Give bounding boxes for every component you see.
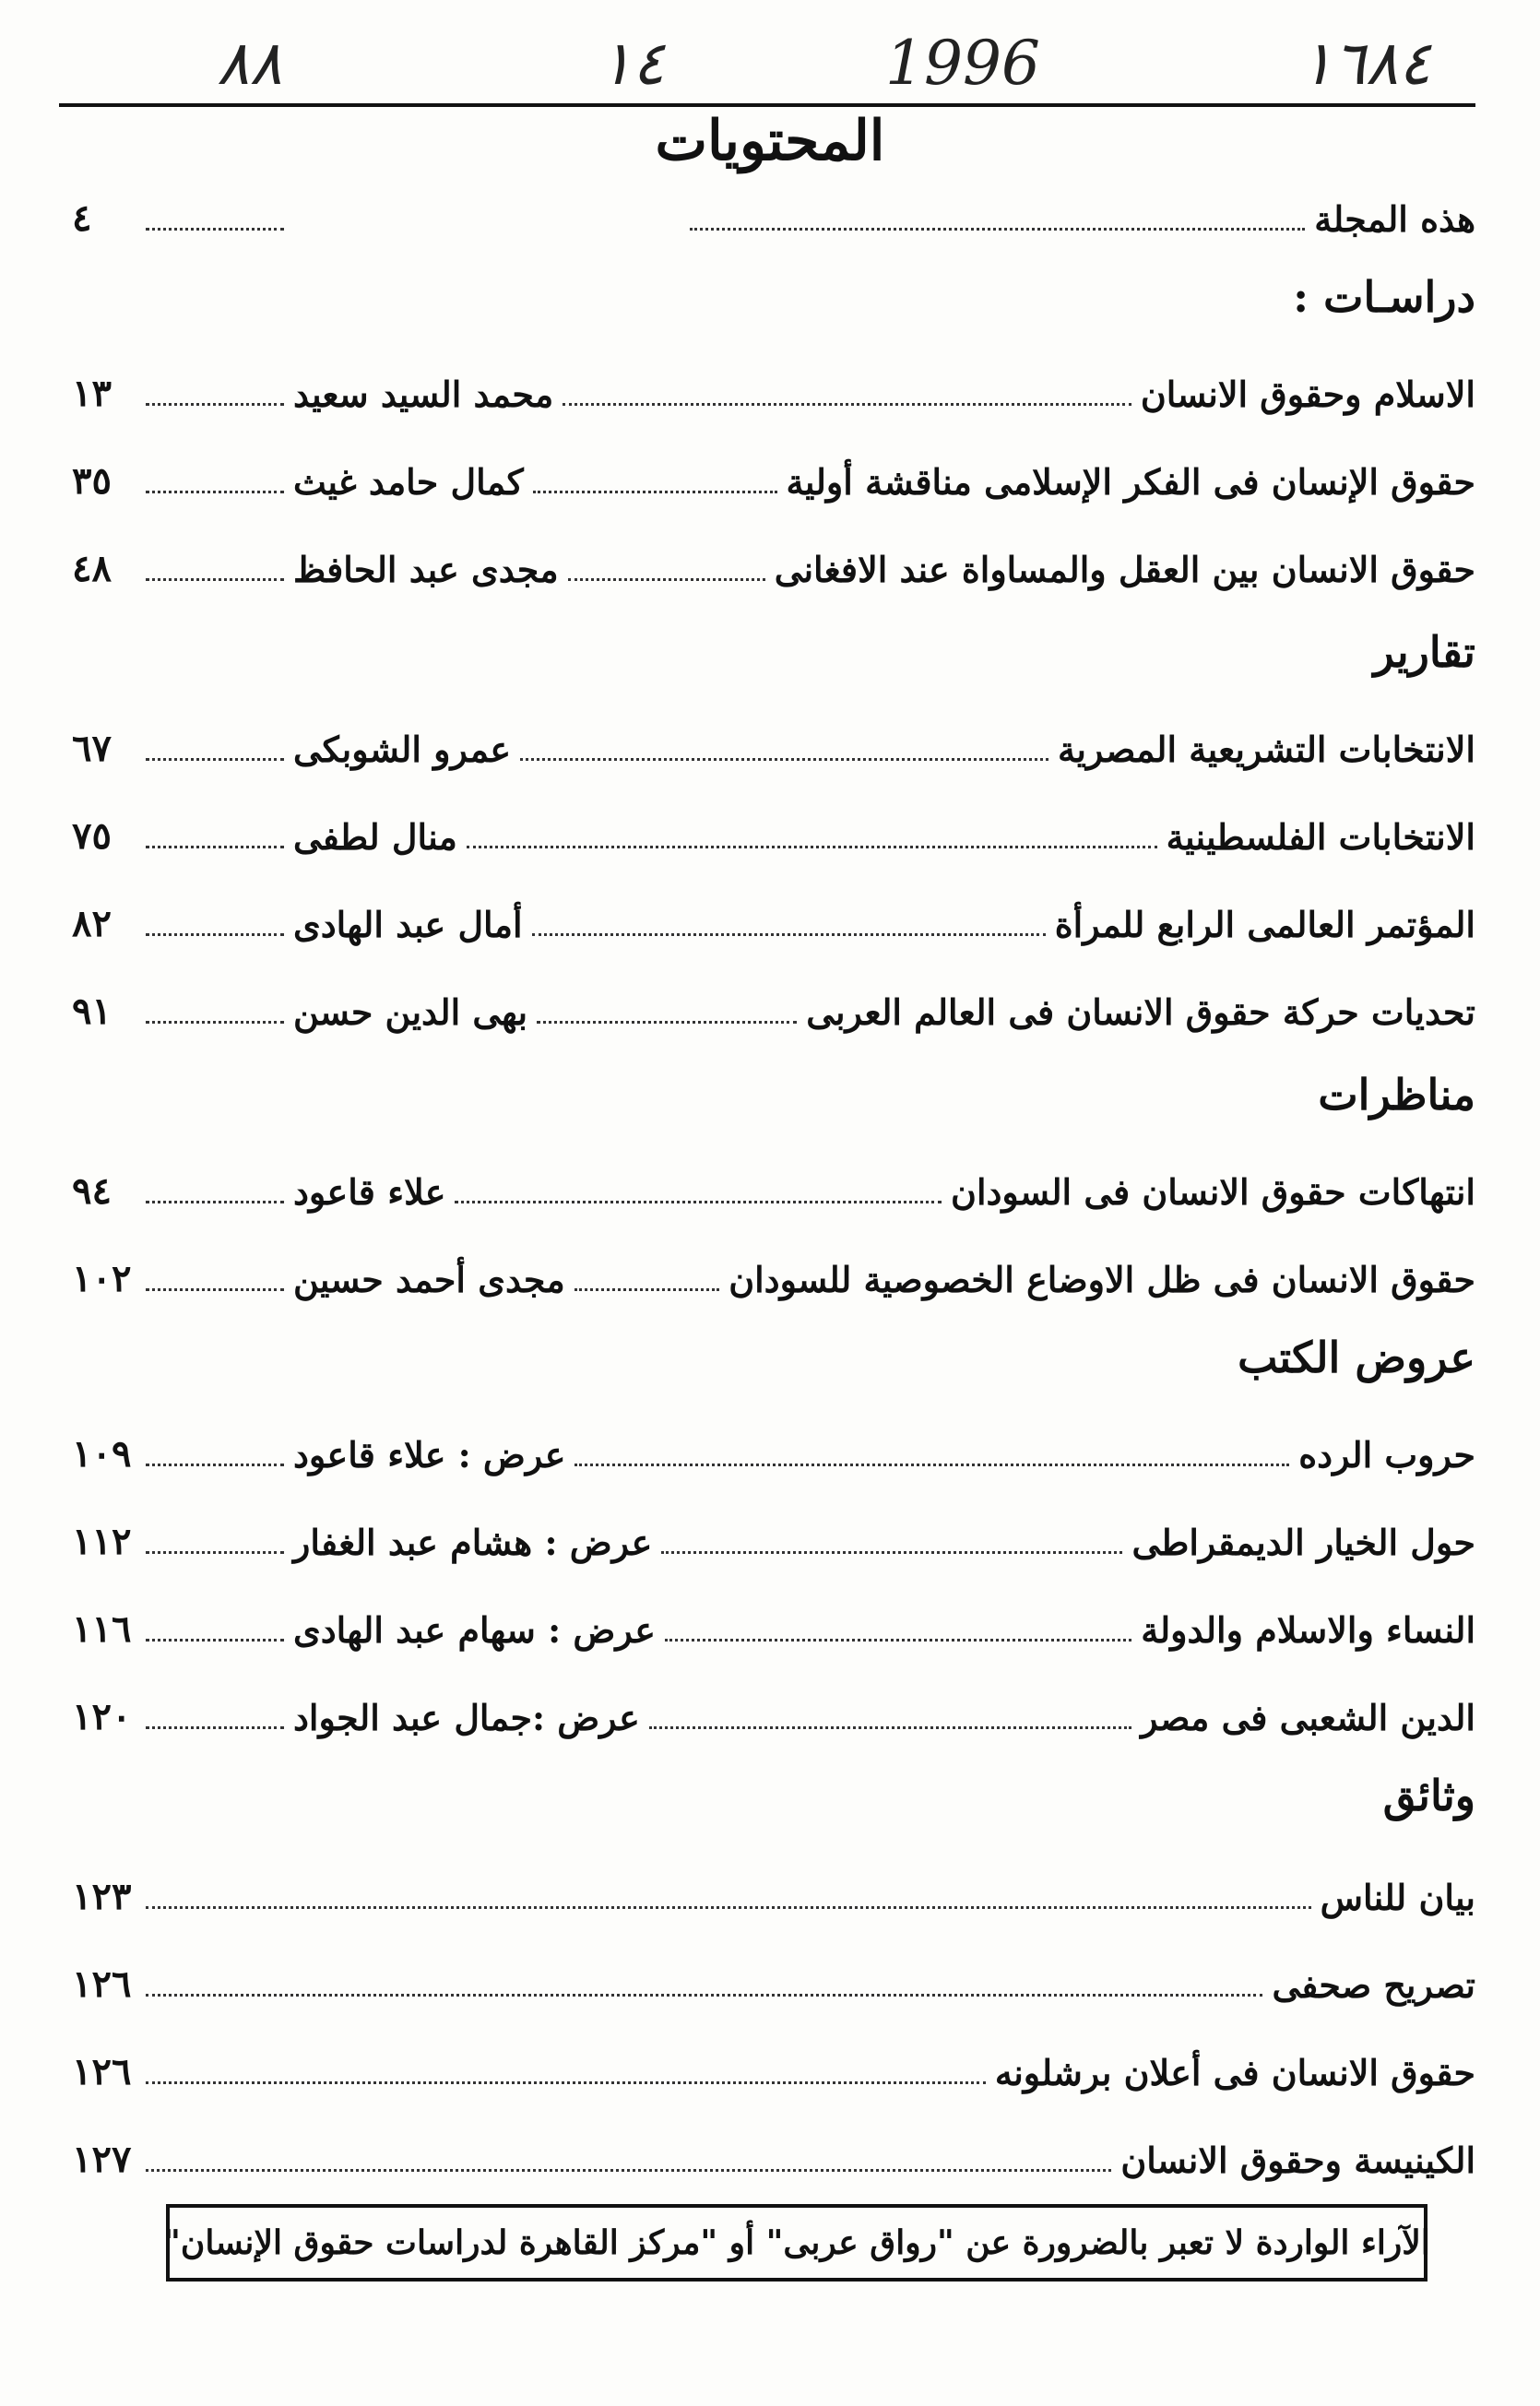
dot-leader (649, 1726, 1131, 1729)
toc-entry[interactable] (72, 350, 1475, 415)
entry-author: عرض : سهام عبد الهادى (293, 1609, 656, 1651)
entry-page: ١٠٢ (72, 1257, 132, 1300)
entry-title: الكينيسة وحقوق الانسان (1120, 2139, 1475, 2181)
dot-leader (146, 846, 284, 848)
dot-leader (146, 228, 284, 231)
dot-leader (146, 1906, 1311, 1909)
handwritten-number-center-left: ١٤ (599, 28, 665, 99)
entry-author: عرض :جمال عبد الجواد (293, 1697, 640, 1738)
entry-title: الدين الشعبى فى مصر (1141, 1697, 1475, 1738)
entry-page: ٤ (72, 196, 92, 240)
header-rule (59, 103, 1475, 107)
page-title: المحتويات (655, 109, 885, 173)
dot-leader (467, 846, 1157, 848)
entry-page: ٩٤ (72, 1169, 112, 1213)
dot-leader (146, 2081, 986, 2084)
dot-leader (690, 228, 1305, 231)
toc-entry[interactable] (72, 1854, 1475, 1918)
toc-entry[interactable] (72, 1674, 1475, 1738)
dot-leader (455, 1201, 942, 1203)
toc-entry[interactable] (72, 705, 1475, 770)
dot-leader (563, 403, 1131, 406)
entry-author: علاء قاعود (293, 1171, 446, 1213)
section-heading-reports: تقارير (1373, 627, 1475, 677)
section-heading-debates: مناظرات (1318, 1070, 1475, 1120)
toc-entry[interactable] (72, 968, 1475, 1033)
entry-author: محمد السيد سعيد (293, 373, 554, 415)
dot-leader (575, 1288, 719, 1291)
entry-page: ٨٢ (72, 902, 112, 945)
entry-title: حقوق الإنسان فى الفكر الإسلامى مناقشة أولية (786, 461, 1475, 503)
dot-leader (146, 1994, 1262, 1997)
entry-page: ٧٥ (72, 814, 112, 858)
dot-leader (146, 578, 284, 581)
disclaimer-box (163, 2204, 1430, 2282)
entry-title: تصريح صحفى (1272, 1964, 1475, 2006)
dot-leader (532, 933, 1046, 936)
entry-page: ١٢٦ (72, 1962, 132, 2006)
dot-leader (575, 1464, 1289, 1466)
dot-leader (146, 1464, 284, 1466)
dot-leader (568, 578, 765, 581)
entry-author: عمرو الشوبكى (293, 729, 512, 770)
entry-page: ١١٦ (72, 1607, 132, 1651)
toc-entry[interactable] (72, 1411, 1475, 1476)
entry-author: مجدى أحمد حسين (293, 1259, 565, 1300)
toc-entry[interactable] (72, 793, 1475, 858)
dot-leader (665, 1639, 1131, 1642)
dot-leader (146, 491, 284, 493)
toc-entry[interactable] (72, 1499, 1475, 1563)
entry-author: عرض : علاء قاعود (293, 1434, 566, 1476)
entry-page: ٦٧ (72, 727, 112, 770)
entry-author: مجدى عبد الحافظ (293, 549, 559, 590)
disclaimer-text: الآراء الواردة لا تعبر بالضرورة عن "رواق عربى" أو "مركز القاهرة لدراسات حقوق الإنسان" (163, 2223, 1430, 2262)
dot-leader (146, 1551, 284, 1554)
handwritten-year: 1996 (885, 28, 1040, 99)
section-heading-documents: وثائق (1382, 1771, 1475, 1820)
toc-entry[interactable] (72, 438, 1475, 503)
entry-title: حقوق الانسان فى أعلان برشلونه (994, 2052, 1475, 2093)
entry-title: انتهاكات حقوق الانسان فى السودان (951, 1171, 1475, 1213)
entry-page: ١٠٩ (72, 1432, 132, 1476)
entry-page: ١١٢ (72, 1520, 132, 1563)
entry-title: حقوق الانسان بين العقل والمساواة عند الافغانى (774, 549, 1475, 590)
toc-entry[interactable] (72, 1236, 1475, 1300)
dot-leader (146, 1021, 284, 1024)
entry-author: أمال عبد الهادى (293, 904, 523, 945)
toc-entry[interactable] (72, 2029, 1475, 2093)
entry-author: كمال حامد غيث (293, 461, 524, 503)
toc-entry[interactable] (72, 1941, 1475, 2006)
dot-leader (533, 491, 777, 493)
entry-page: ٤٨ (72, 547, 112, 590)
entry-page: ١٢٧ (72, 2138, 132, 2181)
entry-title: النساء والاسلام والدولة (1141, 1609, 1475, 1651)
entry-title: الانتخابات الفلسطينية (1166, 816, 1475, 858)
entry-page: ٩١ (72, 990, 112, 1033)
dot-leader (520, 758, 1048, 761)
entry-author: عرض : هشام عبد الغفار (293, 1522, 653, 1563)
entry-page: ١٢٠ (72, 1695, 132, 1738)
dot-leader (146, 2169, 1111, 2172)
entry-title: المؤتمر العالمى الرابع للمرأة (1054, 904, 1475, 945)
entry-title: حقوق الانسان فى ظل الاوضاع الخصوصية للسودان (729, 1259, 1475, 1300)
toc-entry-editorial[interactable] (72, 175, 1475, 240)
section-heading-studies: دراسـات : (1293, 272, 1475, 322)
dot-leader (146, 403, 284, 406)
toc-entry[interactable] (72, 2116, 1475, 2181)
entry-author: بهى الدين حسن (293, 991, 528, 1033)
entry-page: ٣٥ (72, 459, 112, 503)
entry-title: حروب الرده (1298, 1434, 1475, 1476)
toc-entry[interactable] (72, 526, 1475, 590)
dot-leader (146, 933, 284, 936)
dot-leader (146, 1639, 284, 1642)
section-heading-book-reviews: عروض الكتب (1238, 1333, 1475, 1382)
toc-entry[interactable] (72, 1586, 1475, 1651)
entry-page: ١٢٣ (72, 1875, 132, 1918)
toc-entry[interactable] (72, 881, 1475, 945)
entry-title: الاسلام وحقوق الانسان (1140, 373, 1475, 415)
entry-title: هذه المجلة (1314, 198, 1475, 240)
dot-leader (661, 1551, 1122, 1554)
dot-leader (146, 1726, 284, 1729)
entry-title: الانتخابات التشريعية المصرية (1058, 729, 1475, 770)
entry-page: ١٢٦ (72, 2050, 132, 2093)
handwritten-number-right: ١٦٨٤ (1300, 28, 1431, 99)
toc-entry[interactable] (72, 1148, 1475, 1213)
entry-title: تحديات حركة حقوق الانسان فى العالم العربى (806, 991, 1475, 1033)
handwritten-number-left: ٨٨ (217, 28, 282, 99)
dot-leader (146, 1288, 284, 1291)
entry-title: حول الخيار الديمقراطى (1131, 1522, 1475, 1563)
dot-leader (537, 1021, 797, 1024)
entry-author: منال لطفى (293, 816, 457, 858)
entry-page: ١٣ (72, 372, 112, 415)
dot-leader (146, 1201, 284, 1203)
dot-leader (146, 758, 284, 761)
entry-title: بيان للناس (1320, 1877, 1475, 1918)
